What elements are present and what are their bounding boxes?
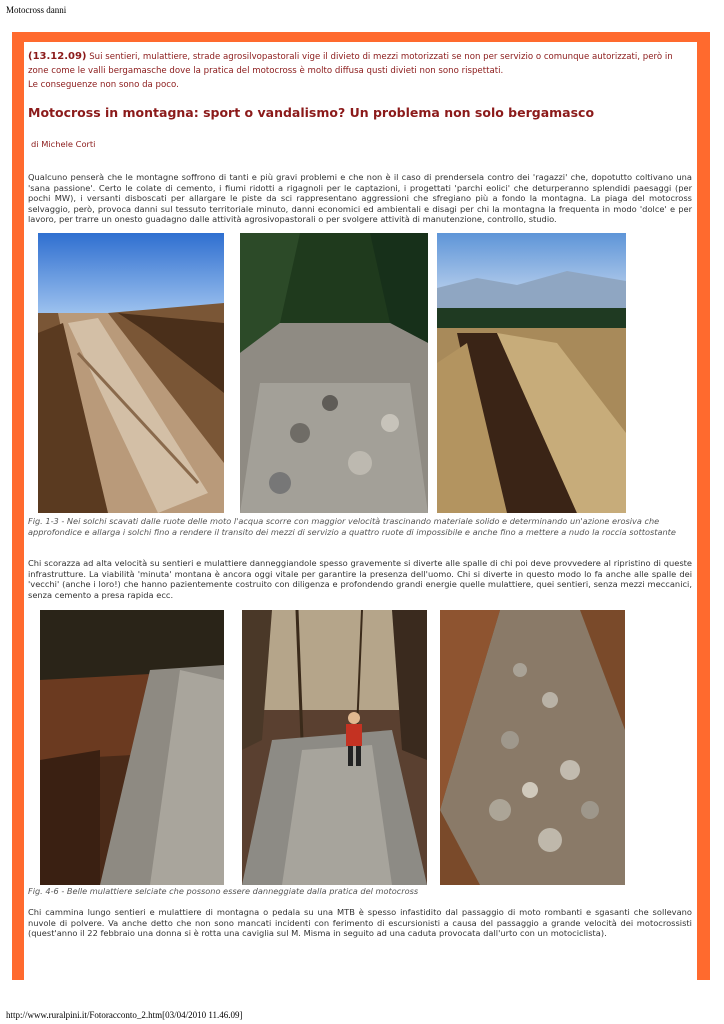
paragraph-1: Qualcuno penserà che le montagne soffrono di tanti e più gravi problemi e che non è il caso di prendersela contro dei 'ragazzi' che, dopotutto coltivano una 'sana passione'. Certo le colate di cemento, i fiumi ridotti a rigagnoli per le captazioni, i progettati 'parchi eolici' che deturperanno splendidi paesaggi (per pochi MW), i versanti disboscati per allargare le piste da sci rappresentano aggressioni che sfregiano più a fondo la montagna. La piaga del motocross selvaggio, però, provoca danni sul tessuto territoriale minuto, danni economici ed ambientali e disagi per chi la montagna la frequenta in modo 'dolce' e per lavoro, per trarre un onesto guadagno dalle attività agrosivopastorali o per svolgere attività di manutenzione, controllo, studio. (28, 172, 692, 224)
print-header: Motocross danni (6, 5, 67, 15)
print-footer: http://www.ruralpini.it/Fotoracconto_2.htm[03/04/2010 11.46.09] (6, 1010, 243, 1020)
photo-rocky-gully (240, 233, 428, 513)
caption-fig-4-6: Fig. 4-6 - Belle mulattiere selciate che possono essere danneggiate dalla pratica del motocross (28, 886, 419, 896)
caption-fig-1-3: Fig. 1-3 - Nei solchi scavati dalle ruote delle moto l'acqua scorre con maggior velocità trascinando materiale solido e determinando un'azione erosiva che approfondice e allarga i solchi fino a rendere il transito dei mezzi di servizio a quattro ruote di impossibile e anche fino a mettere a nudo la roccia sottostante (28, 516, 676, 537)
paragraph-3: Chi cammina lungo sentieri e mulattiere di montagna o pedala su una MTB è spesso infastidito dal passaggio di moto rombanti e sgasanti che sollevano nuvole di polvere. Va anche detto che non sono mancati incidenti con ferimento di escursionisti a causa del passaggio a grande velocità dei motocrossisti (quest'anno il 22 febbraio una donna si è rotta una caviglia sul M. Misma in seguito ad una caduta provocata dall'urto con un motociclista). (28, 907, 692, 938)
intro-subtext: Le conseguenze non sono da poco. (28, 80, 179, 90)
intro-date: (13.12.09) (28, 51, 87, 62)
photo-cobbled-mule-track (440, 610, 625, 885)
paragraph-2: Chi scorazza ad alta velocità su sentieri e mulattiere danneggiandole spesso gravemente si diverte alle spalle di chi poi deve provvedere al ripristino di queste infrastrutture. La viabilità 'minuta' montana è ancora oggi vitale per garantire la presenza dell'uomo. Chi si diverte in questo modo lo fa anche alle spalle dei 'vecchi' (anche i loro!) che hanno pazientemente costruito con diligenza e profondendo grandi energie quelle mulattiere, quei sentieri, senza mezzi meccanici, senza cemento a presa rapida ecc. (28, 558, 692, 600)
photo-eroded-track-2 (437, 233, 626, 513)
intro-text: Sui sentieri, mulattiere, strade agrosilvopastorali vige il divieto di mezzi motorizzati se non per servizio o comunque autorizzati, però in zone come le valli bergamasche dove la pratica del motocross è molto diffusa qusti divieti non sono rispettati. (28, 52, 673, 76)
photo-hiker-mule-track (242, 610, 427, 885)
photo-eroded-track-1 (38, 233, 224, 513)
photo-mule-track-1 (40, 610, 224, 885)
article-byline: di Michele Corti (31, 139, 96, 149)
article-content (24, 42, 697, 980)
intro-block (28, 50, 692, 92)
article-title: Motocross in montagna: sport o vandalismo? Un problema non solo bergamasco (28, 105, 595, 120)
